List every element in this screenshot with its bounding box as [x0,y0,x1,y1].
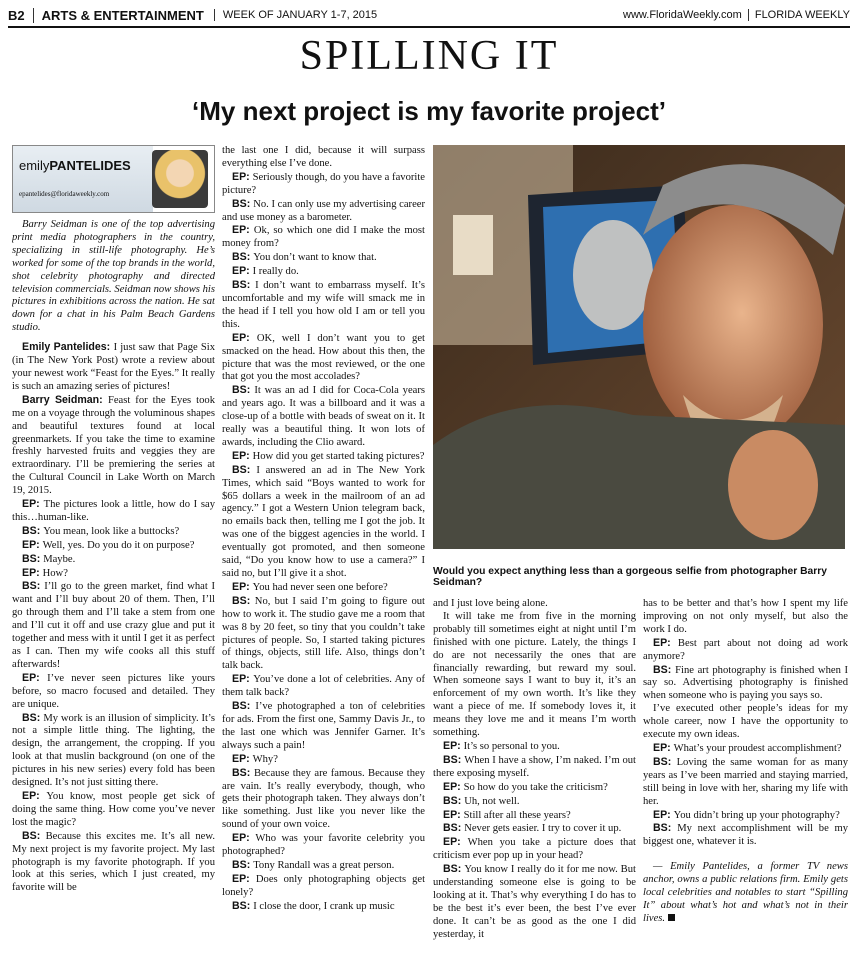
interview-paragraph [12,580,215,671]
speaker-label: EP: [232,170,253,183]
interview-paragraph [433,781,636,795]
paragraph-text: has to be better and that’s how I spent my life improving on not only myself, but also the work I do. [643,598,848,635]
interview-paragraph [12,567,215,581]
speaker-label: EP: [22,538,43,551]
page-number: B2 [8,7,25,23]
interview-paragraph [222,900,425,914]
paragraph-text: Ok, so which one did I make the most money from? [222,225,425,250]
interview-paragraph [222,581,425,595]
speaker-label: BS: [232,858,254,871]
paragraph-text: The pictures look a little, how do I say this…human-like. [12,499,215,523]
interview-paragraph [12,498,215,525]
article-column-2 [222,145,425,957]
paragraph-text: Maybe. [43,553,76,565]
speaker-label: EP: [22,498,44,511]
paragraph-text: I’ve executed other people’s ideas for my whole career, now I have the opportunity to execute my own ideas. [643,703,848,741]
interview-paragraph [12,790,215,830]
paragraph-text: I’ve never seen pictures like yours before, so macro focused and detailed. They are unique. [12,672,215,710]
article-column-3 [433,598,636,958]
speaker-label: BS: [232,197,254,210]
paragraph-text: No, but I said I’m going to figure out how to work it. The studio gave me a room that was 8 by 20 feet, so tiny that you couldn’t take pictures of people. So, I started taking pictures of things, objects, still life. Also, things don’t talk back. [222,595,425,672]
interview-paragraph [433,598,636,611]
speaker-label: EP: [232,449,253,462]
paragraph-text: How? [42,567,68,579]
speaker-label: BS: [653,755,677,768]
interview-paragraph [12,712,215,790]
speaker-label: EP: [22,789,47,802]
speaker-label: BS: [232,279,256,292]
paragraph-text: I close the door, I crank up music [253,900,395,912]
paragraph-text: My next accomplishment will be my biggest one, whatever it is. [643,823,848,848]
interview-paragraph [222,224,425,251]
page-header [8,4,850,28]
speaker-label: BS: [232,594,255,607]
paragraph-text: I don’t want to embarrass myself. It’s uncomfortable and my wife will smack me in the head if I tell you how old I am or tell you this. [222,280,425,330]
paragraph-text: You’ve done a lot of celebrities. Any of them talk back? [222,674,425,699]
paragraph-text: and I just love being alone. [433,598,548,609]
paragraph-text: Uh, not well. [464,795,520,807]
speaker-label: BS: [22,552,44,565]
author-photo [152,150,208,208]
interview-paragraph [222,753,425,767]
speaker-label: BS: [653,663,676,676]
paragraph-text: Never gets easier. I try to cover it up. [464,823,622,835]
speaker-label: EP: [443,739,464,752]
end-mark-icon [668,914,675,921]
paragraph-text: You know I really do it for me now. But understanding someone else is going to be looking at it. That’s why everything I do has to be the best it’s ever been, the best I’ve ever done. It can’t be as good as the one I did yesterday, it [433,864,636,940]
speaker-label: BS: [232,463,257,476]
speaker-label: EP: [443,836,468,849]
interview-paragraph [433,822,636,836]
speaker-label: EP: [232,265,253,278]
interview-paragraph [12,539,215,553]
paragraph-text: Why? [252,753,278,765]
speaker-label: BS: [22,829,46,842]
column-1-text [12,341,215,895]
paragraph-text: It’s so personal to you. [463,740,560,752]
article-intro: Barry Seidman is one of the top advertising print media photographers in the country, specializing in still-life photography. He’s worked for some of the top brands in the world, shot celebrity photography and directed television commercials. Seidman now shows his pictures in exhibitions across the nation. He sat down for a chat in his Palm Beach Gardens studio. [12,219,215,334]
speaker-label: EP: [232,673,254,686]
speaker-label: BS: [22,580,45,593]
speaker-label: EP: [22,671,48,684]
speaker-label: BS: [443,863,465,876]
speaker-label: EP: [232,752,253,765]
interview-paragraph [433,863,636,941]
speaker-label: Emily Pantelides: [22,341,114,354]
interview-paragraph [222,595,425,673]
interview-paragraph [222,265,425,279]
interview-paragraph [643,664,848,704]
paragraph-text: You didn’t bring up your photography? [673,809,840,821]
speaker-label: EP: [232,580,253,593]
photo-caption: Would you expect anything less than a gorgeous selfie from photographer Barry Seidman? [433,566,828,588]
interview-paragraph [222,873,425,900]
speaker-label: BS: [653,822,678,835]
paragraph-text: Feast for the Eyes took me on a voyage through the voluminous shapes and beautiful textures found at local greenmarkets. If you take the time to examine freshly harvested fruits and veggies they are extraordinary. I’ll be premiering the series at the Cultural Council in Lake Worth on March 19, 2015. [12,394,215,497]
interview-paragraph [12,553,215,567]
paragraph-text: It will take me from five in the morning probably till sometimes eight at night until I’m finished with one picture. Lately, the things I do are not necessarily the ones that are financially rewarding, but reward my soul. When someone says I want to buy it, it’s an enforcement of my own worth. It’s like they want a piece of me. If somebody loves it, it means they love me and it means I’m worth something. [433,610,636,739]
paragraph-text: You know, most people get sick of doing the same thing. How come you’ve never lost the magic? [12,790,215,828]
speaker-label: BS: [22,711,44,724]
interview-paragraph [222,859,425,873]
paragraph-text: Well, yes. Do you do it on purpose? [42,539,195,551]
author-email[interactable]: epantelides@floridaweekly.com [19,190,110,198]
interview-paragraph [643,703,848,742]
interview-paragraph [222,450,425,464]
headline: ‘My next project is my favorite project’ [192,96,666,126]
article-column-1 [12,145,215,957]
interview-paragraph [643,809,848,823]
author-name: emilyPANTELIDES [19,158,131,173]
photographer-selfie [433,145,845,549]
speaker-label: EP: [443,808,464,821]
speaker-label: EP: [232,832,256,845]
interview-paragraph [222,767,425,833]
publication-name: FLORIDA WEEKLY [748,9,850,21]
paragraph-text: Loving the same woman for as many years as I’ve been married and staying married, still being in love with her, sharing my life with her. [643,756,848,807]
paragraph-text: the last one I did, because it will surpass everything else I’ve done. [222,145,425,169]
speaker-label: BS: [443,794,465,807]
speaker-label: EP: [22,566,43,579]
interview-paragraph [433,740,636,754]
speaker-label: BS: [22,524,44,537]
paragraph-text: I’ve photographed a ton of celebrities for ads. From the first one, Sammy Davis Jr., to the last one which was Jennifer Garner. It’s always such a pain! [222,701,425,751]
speaker-label: EP: [232,224,254,237]
speaker-label: EP: [653,741,674,754]
website-url[interactable]: www.FloridaWeekly.com [623,9,742,21]
paragraph-text: I answered an ad in The New York Times, which said “Boys wanted to work for $65 dollars a week in the mailroom of an ad agency.” I got a Western Union telegram back, no emails back then, telling me I got the job. It was one of the biggest agencies in the world. I eventually got promoted, and then someone said, “Do you know how to use a camera?” I said no, but I’ll give it a shot. [222,464,425,579]
paragraph-text: Tony Randall was a great person. [253,859,395,871]
interview-paragraph [222,832,425,859]
paragraph-text: Does only photographing objects get lonely? [222,873,425,898]
interview-paragraph [643,598,848,637]
interview-paragraph [222,673,425,700]
paragraph-text: Seriously though, do you have a favorite picture? [222,171,425,196]
paragraph-text: Who was your favorite celebrity you photographed? [222,833,425,858]
paragraph-text: I just saw that Page Six (in The New York Post) wrote a review about your newest work “Feast for the Eyes.” It really is such an amazing series of pictures! [12,342,215,392]
interview-paragraph [222,700,425,753]
paragraph-text: Best part about not doing ad work anymore? [643,637,848,662]
section-name: ARTS & ENTERTAINMENT [33,8,204,23]
interview-paragraph [433,809,636,823]
interview-paragraph [643,637,848,664]
paragraph-text: It was an ad I did for Coca-Cola years and years ago. It was a billboard and it was a close-up of a bottle with beads of sweat on it. It really was a beautiful thing. It won lots of awards, including the Clio award. [222,385,425,448]
speaker-label: EP: [443,780,464,793]
byline-box [12,145,215,213]
column-kicker: SPILLING IT [299,33,559,79]
interview-paragraph [12,830,215,896]
interview-paragraph [222,384,425,450]
speaker-label: EP: [653,636,678,649]
paragraph-text: You mean, look like a buttocks? [43,525,180,537]
speaker-label: BS: [443,753,465,766]
speaker-label: EP: [232,872,256,885]
speaker-label: BS: [232,766,254,779]
interview-paragraph [222,279,425,332]
paragraph-text: You had never seen one before? [252,581,388,593]
speaker-label: BS: [443,822,465,835]
interview-paragraph [12,341,215,394]
paragraph-text: You don’t want to know that. [253,252,377,264]
issue-week: WEEK OF JANUARY 1-7, 2015 [214,9,377,21]
interview-paragraph [643,742,848,756]
speaker-label: EP: [232,331,257,344]
interview-paragraph [222,145,425,171]
paragraph-text: How did you get started taking pictures? [252,450,425,462]
speaker-label: BS: [232,384,255,397]
interview-paragraph [222,198,425,225]
column-3-text [433,598,636,942]
column-2-text [222,145,425,914]
paragraph-text: What’s your proudest accomplishment? [673,742,842,754]
interview-paragraph [12,672,215,712]
paragraph-text: I really do. [252,266,299,278]
interview-paragraph [222,171,425,198]
interview-paragraph [12,394,215,498]
interview-paragraph [222,251,425,265]
interview-paragraph [643,822,848,849]
column-4-text [643,598,848,849]
interview-paragraph [433,795,636,809]
interview-paragraph [643,756,848,809]
paragraph-text: OK, well I don’t want you to get smacked on the head. How about this then, the picture that was the most reviewed, or the one that got you the most accolades? [222,332,425,383]
speaker-label: BS: [232,251,254,264]
interview-paragraph [433,611,636,740]
paragraph-text: Still after all these years? [463,809,571,821]
paragraph-text: I’ll go to the green market, find what I want and I’ll buy about 20 of them. Then, I’ll go through them and I’ll take a stem from one and I’ll cut it off and use crazy glue and put it together and mess with it until I get it as perfect as I can. Then my wife cooks all this stuff afterwards! [12,581,215,670]
article-column-4 [643,598,848,958]
interview-paragraph [222,464,425,581]
paragraph-text: Because this excites me. It’s all new. My next project is my favorite project. My last photograph is my favorite photograph. If you look at this series, which I just created, my favorite will be [12,830,215,894]
author-tagline: — Emily Pantelides, a former TV news anchor, owns a public relations firm. Emily gets local celebrities and notables to start “Spilling It” about what’s hot and what’s not in their lives. [643,861,848,924]
paragraph-text: When you take a picture does that criticism ever pop up in your head? [433,837,636,862]
paragraph-text: No. I can only use my advertising career and use money as a barometer. [222,198,425,223]
paragraph-text: Because they are famous. Because they are vain. It’s really everybody, though, who gets their photograph taken. They always don’t like something. Just like you never like the sound of your own voice. [222,767,425,831]
interview-paragraph [222,332,425,385]
interview-paragraph [12,525,215,539]
speaker-label: EP: [653,808,674,821]
paragraph-text: So how do you take the criticism? [463,781,608,793]
speaker-label: BS: [232,700,256,713]
paragraph-text: Fine art photography is finished when I say so. Advertising photography is finished when someone who is paying you says so. [643,664,848,702]
paragraph-text: When I have a show, I’m naked. I’m out there exposing myself. [433,754,636,779]
speaker-label: Barry Seidman: [22,393,108,406]
interview-paragraph [433,836,636,863]
interview-paragraph [433,754,636,781]
paragraph-text: My work is an illusion of simplicity. It’s not a simple little thing. The lighting, the design, the arrangement, the cropping. If you look at that muslin background (on one of the pictures in his new series) every fold has been designed. It’s not just sitting there. [12,712,215,789]
speaker-label: BS: [232,899,254,912]
